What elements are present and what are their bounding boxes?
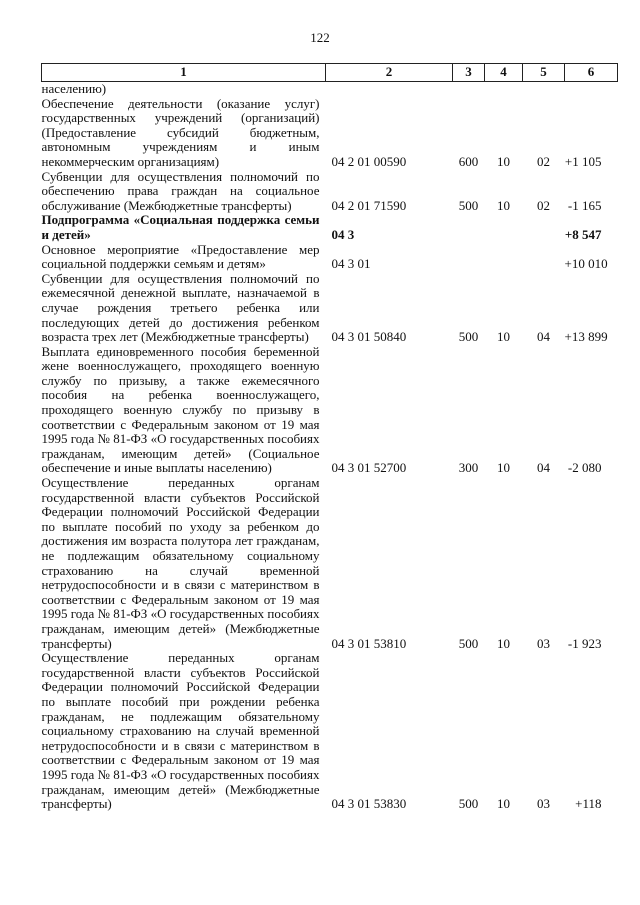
subsection-code [523, 243, 565, 272]
subsection-code: 04 [537, 329, 550, 345]
row-description: Субвенции для осуществления полномочий по обеспечению права граждан на социальное обслуживание (Межбюджетные трансферты) [41, 168, 320, 213]
table-row [42, 272, 618, 345]
table-row [42, 82, 618, 97]
section-code [485, 243, 523, 272]
table-row [42, 345, 618, 476]
row-description: Выплата единовременного пособия беременной жене военнослужащего, проходящего военную службу по призыву, а также ежемесячного пособия на ребенка военнослужащего, проходящего военную службу по призыву в соответствии с Федеральным законом от 19 мая 1995 года № 81-ФЗ «О государственных пособиях гражданам, имеющим детей» (Социальное обеспечение и иные выплаты населению) [41, 343, 320, 476]
amount-change: -1 165 [567, 197, 602, 213]
section-code: 10 [497, 635, 510, 651]
table-header-row [42, 64, 618, 82]
expense-type-code: 300 [458, 460, 479, 476]
budget-code: 04 2 01 00590 [331, 153, 407, 169]
subsection-code [523, 213, 565, 242]
row-description: Основное мероприятие «Предоставление мер социальной поддержки семьям и детям» [41, 241, 320, 272]
table-body [42, 82, 618, 812]
amount-change [565, 82, 618, 97]
amount-change: +10 010 [564, 256, 608, 272]
column-header: 4 [485, 64, 523, 82]
column-header: 3 [453, 64, 485, 82]
budget-code: 04 3 01 50840 [331, 329, 407, 345]
column-header: 5 [523, 64, 565, 82]
row-description: Осуществление переданных органам государственной власти субъектов Российской Федерации полномочий Российской Федерации по выплате пособий по уходу за ребенком до достижения им возраста полутора лет гражданам, не подлежащим обязательному социальному страхованию на случай временной нетрудоспособности и в связи с материнством в соответствии с Федеральным законом от 19 мая 1995 года № 81-ФЗ «О государственных пособиях гражданам, имеющим детей» (Межбюджетные трансферты) [41, 475, 320, 651]
table-row [42, 476, 618, 651]
section-code [485, 82, 523, 97]
section-code [485, 213, 523, 242]
expense-type-code: 500 [458, 635, 479, 651]
subsection-code: 03 [537, 635, 550, 651]
amount-change: +1 105 [564, 153, 602, 169]
subsection-code: 02 [537, 153, 550, 169]
section-code: 10 [497, 153, 510, 169]
amount-change: +8 547 [564, 226, 602, 242]
expense-type-code: 500 [458, 796, 479, 812]
table-row [42, 213, 618, 242]
section-code: 10 [497, 197, 510, 213]
section-code: 10 [497, 796, 510, 812]
budget-table [41, 63, 618, 812]
expense-type-code [453, 243, 485, 272]
section-code: 10 [497, 460, 510, 476]
expense-type-code: 500 [458, 197, 479, 213]
expense-type-code [453, 82, 485, 97]
table-row [42, 243, 618, 272]
section-code: 10 [497, 329, 510, 345]
budget-code: 04 2 01 71590 [331, 197, 407, 213]
row-description: Подпрограмма «Социальная поддержка семьи и детей» [41, 212, 320, 242]
row-description: населению) [41, 81, 107, 96]
column-header: 6 [565, 64, 618, 82]
row-description: Субвенции для осуществления полномочий по ежемесячной денежной выплате, назначаемой в случае рождения третьего ребенка или последующих детей до достижения ребенком возраста трех лет (Межбюджетные трансферты) [41, 270, 320, 345]
table-row [42, 97, 618, 170]
budget-code: 04 3 01 52700 [331, 460, 407, 476]
subsection-code [523, 82, 565, 97]
expense-type-code: 500 [458, 329, 479, 345]
row-description: Обеспечение деятельности (оказание услуг) государственных учреждений (организаций) (Предоставление субсидий бюджетным, автономным учреждениям и иным некоммерческим организациям) [41, 95, 320, 169]
column-header: 2 [326, 64, 453, 82]
budget-code [326, 82, 453, 97]
column-header: 1 [42, 64, 326, 82]
subsection-code: 04 [537, 460, 550, 476]
budget-code: 04 3 01 [331, 256, 371, 272]
expense-type-code: 600 [458, 153, 479, 169]
amount-change: -1 923 [567, 635, 602, 651]
table-row [42, 170, 618, 214]
expense-type-code [453, 213, 485, 242]
row-description: Осуществление переданных органам государственной власти субъектов Российской Федерации полномочий Российской Федерации по выплате пособий при рождении ребенка гражданам, не подлежащим обязательному социальному страхованию на случай временной нетрудоспособности и в связи с материнством в соответствии с Федеральным законом от 19 мая 1995 года № 81-ФЗ «О государственных пособиях гражданам, имеющим детей» (Межбюджетные трансферты) [41, 650, 320, 812]
subsection-code: 03 [537, 796, 550, 812]
table-row [42, 651, 618, 812]
budget-code: 04 3 01 53810 [331, 635, 407, 651]
subsection-code: 02 [537, 197, 550, 213]
amount-change: -2 080 [567, 460, 602, 476]
budget-code: 04 3 01 53830 [331, 796, 407, 812]
amount-change: +13 899 [564, 329, 608, 345]
amount-change: +118 [575, 796, 602, 812]
page-number: 122 [310, 30, 330, 45]
budget-code: 04 3 [331, 226, 355, 242]
